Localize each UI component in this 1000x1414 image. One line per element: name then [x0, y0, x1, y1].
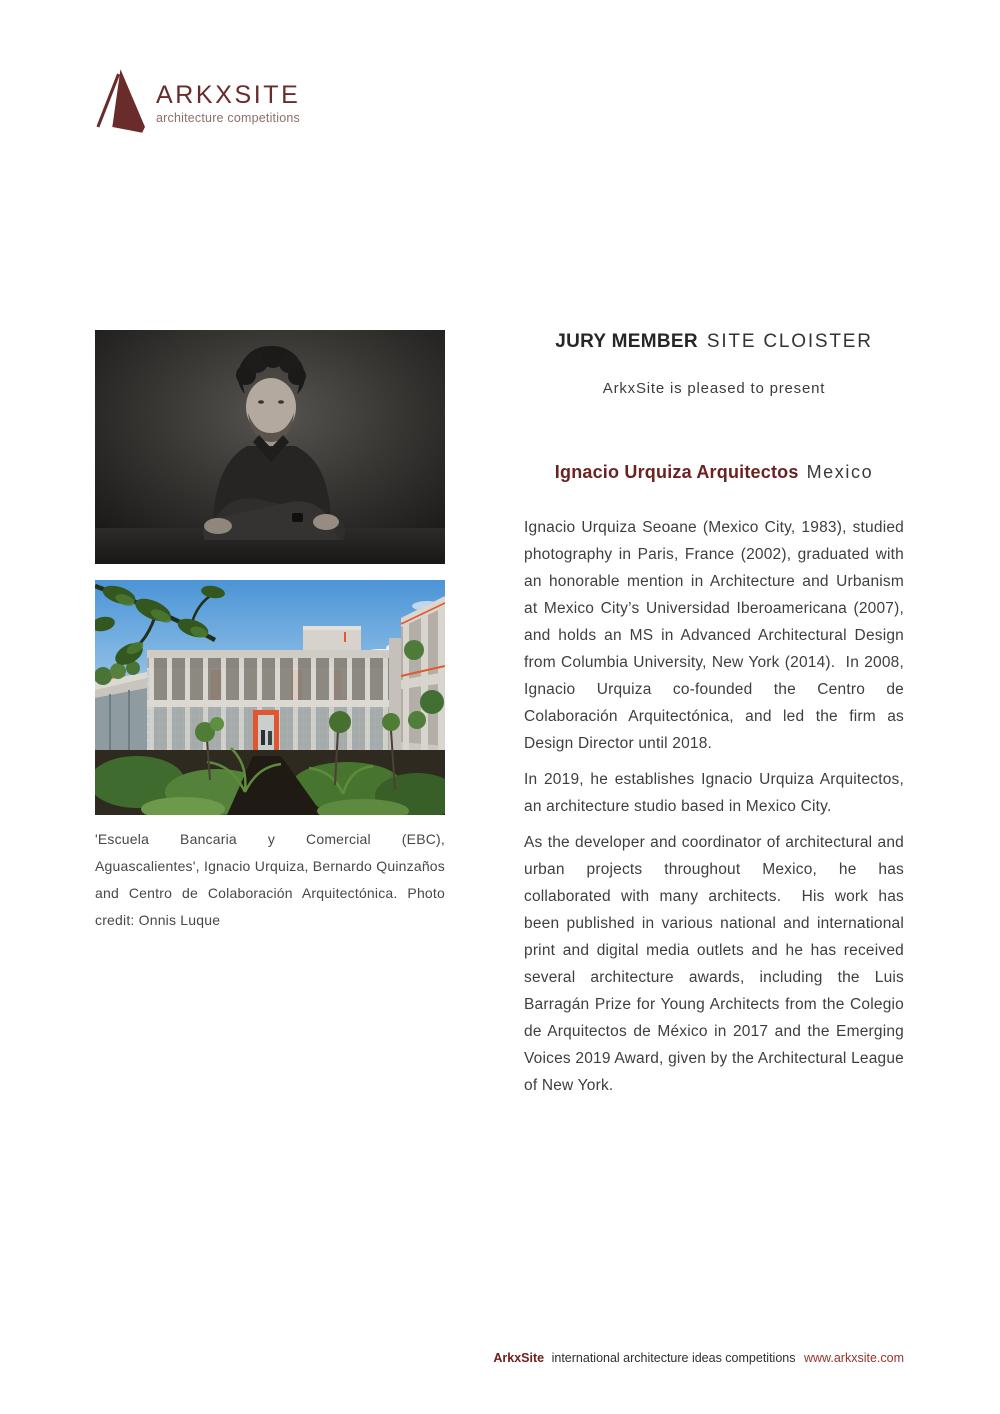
arkxsite-logo-icon — [95, 68, 145, 134]
page-title — [524, 331, 904, 353]
jury-member-name — [524, 462, 904, 483]
bio-paragraph-1: Ignacio Urquiza Seoane (Mexico City, 1983), studied photography in Paris, France (2002), graduated with an honorable mention in Architecture and Urbanism at Mexico City’s Universidad Iberoamericana (2007), and holds an MS in Advanced Architectural Design from Columbia University, New York (2014). In 2008, Ignacio Urquiza co-founded the Centro de Colaboración Arquitectónica, and led the firm as Design Director until 2018. — [524, 519, 909, 752]
jury-member-portrait-photo — [95, 330, 445, 564]
courtyard-photo-graphic — [95, 580, 445, 815]
brand-text — [156, 68, 300, 125]
photo-caption: 'Escuela Bancaria y Comercial (EBC), Aguascalientes', Ignacio Urquiza, Bernardo Quinzaños and Centro de Colaboración Arquitectónica. Photo credit: Onnis Luque — [95, 831, 445, 928]
footer-brand: ArkxSite — [493, 1351, 545, 1365]
bio-paragraph-3: As the developer and coordinator of architectural and urban projects throughout Mexico, he has collaborated with many architects. His work has been published in various national and international print and digital media outlets and he has received several architecture awards, including the Luis Barragán Prize for Young Architects from the Colegio de Arquitectos de México in 2017 and the Emerging Voices 2019 Award, given by the Architectural League of New York. — [524, 834, 909, 1094]
portrait-photo-graphic — [95, 330, 445, 564]
project-courtyard-photo — [95, 580, 445, 815]
title-competition-name: SITE CLOISTER — [706, 331, 873, 352]
intro-line: ArkxSite is pleased to present — [602, 380, 826, 397]
brand-tagline: architecture competitions — [156, 111, 300, 126]
studio-name: Ignacio Urquiza Arquitectos — [554, 462, 799, 482]
country-label: Mexico — [806, 462, 874, 482]
footer-url-link[interactable]: www.arkxsite.com — [803, 1351, 904, 1365]
biography — [524, 514, 909, 1108]
brand-logo — [95, 68, 300, 134]
page-footer — [404, 1351, 904, 1365]
brand-name: ARKXSITE — [156, 81, 301, 109]
footer-description: international architecture ideas competitions — [551, 1351, 796, 1365]
title-jury-member: JURY MEMBER — [555, 331, 698, 352]
bio-paragraph-2: In 2019, he establishes Ignacio Urquiza Arquitectos, an architecture studio based in Mexico City. — [524, 771, 909, 815]
